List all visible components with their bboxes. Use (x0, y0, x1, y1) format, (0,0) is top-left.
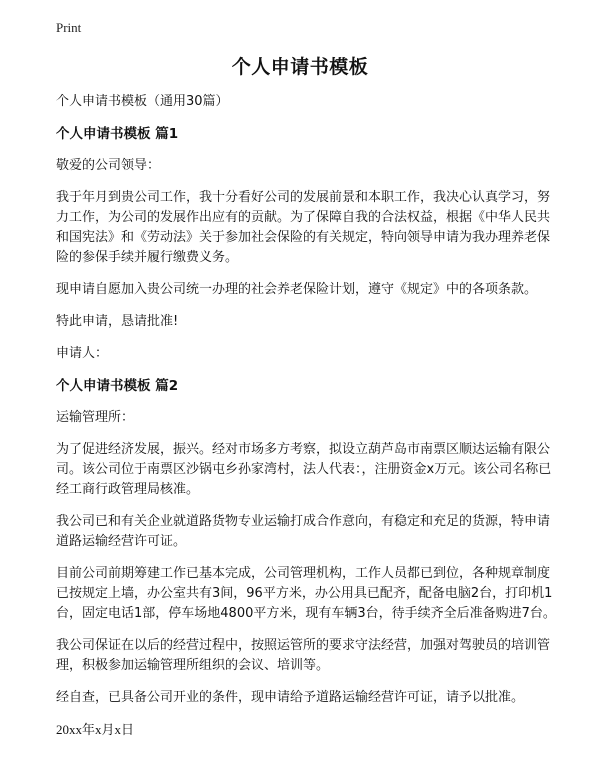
paragraph-2-1: 为了促进经济发展，振兴。经对市场多方考察，拟设立葫芦岛市南票区顺达运输有限公司。该公司位于南票区沙锅屯乡孙家湾村，法人代表：，注册资金x万元。该公司名称已经工商行政管理局核准。 (56, 442, 552, 497)
paragraph-1-2: 现申请自愿加入贵公司统一办理的社会养老保险计划，遵守《规定》中的各项条款。 (56, 282, 538, 297)
document-body (56, 92, 556, 752)
signer-line: 申请人： (56, 346, 109, 361)
document-title: 个人申请书模板 (231, 56, 369, 78)
paragraph-2-3: 目前公司前期筹建工作已基本完成，公司管理机构，工作人员都已到位，各种规章制度已按规定上墙，办公室共有3间，96平方米，办公用具已配齐，配备电脑2台，打印机1台，固定电话1部，停车场地4800平方米，现有车辆3台，待手续齐全后准备购进7台。 (56, 566, 556, 621)
paragraph-2-2: 我公司已和有关企业就道路货物专业运输打成合作意向，有稳定和充足的货源，特申请道路运输经营许可证。 (56, 514, 551, 549)
date-line: 20xx年x月x日 (56, 722, 135, 737)
paragraph-1-1: 我于年月到贵公司工作，我十分看好公司的发展前景和本职工作，我决心认真学习，努力工作，为公司的发展作出应有的贡献。为了保障自我的合法权益，根据《中华人民共和国宪法》和《劳动法》关于参加社会保险的有关规定，特向领导申请为我办理养老保险的参保手续并履行缴费义务。 (56, 190, 551, 265)
salutation-2: 运输管理所： (56, 410, 135, 425)
paragraph-2-5: 经自查，已具备公司开业的条件，现申请给予道路运输经营许可证，请予以批准。 (56, 690, 525, 705)
paragraph-1-3: 特此申请，恳请批准! (56, 314, 179, 329)
document-subtitle: 个人申请书模板（通用30篇） (56, 94, 229, 109)
salutation-1: 敬爱的公司领导： (56, 158, 161, 173)
print-label: Print (56, 20, 82, 35)
section-heading-2: 个人申请书模板 篇2 (56, 378, 179, 394)
section-heading-1: 个人申请书模板 篇1 (56, 126, 179, 142)
paragraph-2-4: 我公司保证在以后的经营过程中，按照运管所的要求守法经营，加强对驾驶员的培训管理，积极参加运输管理所组织的会议、培训等。 (56, 638, 551, 673)
